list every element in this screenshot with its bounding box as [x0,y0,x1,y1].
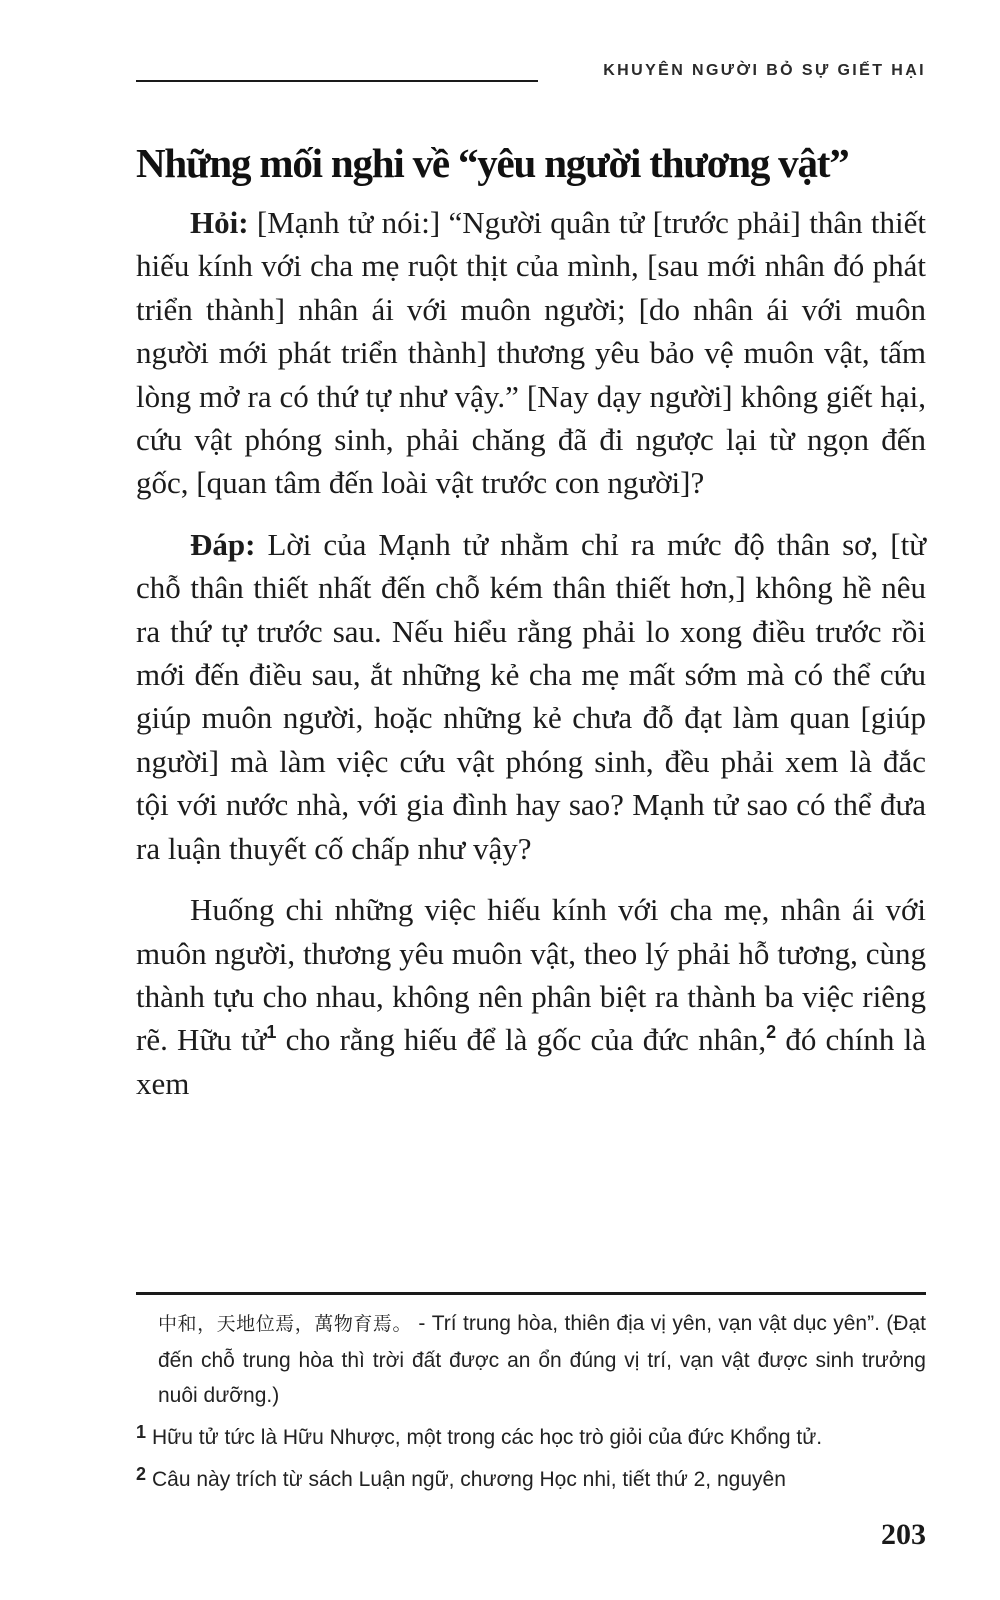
page-number: 203 [881,1518,926,1551]
footnote-continuation-text: - Trí trung hòa, thiên địa vị yên, vạn vật dục yên”. (Đạt đến chỗ trung hòa thì trời đất được an ổn đúng vị trí, vạn vật được sinh trưởng nuôi dưỡng.) [158,1312,926,1407]
section-title: Những mối nghi về “yêu người thương vật” [136,140,849,186]
footnote-1 [136,1414,926,1456]
chinese-quote: 中和，天地位焉，萬物育焉。 [158,1313,413,1335]
paragraph-text-part: đó chính là xem [136,1022,927,1101]
question-paragraph [136,201,926,505]
paragraph-text-part: Huống chi những việc hiếu kính với cha mẹ, nhân ái với muôn người, thương yêu muôn vật, theo lý phải hỗ tương, cùng thành tựu cho nhau, không nên phân biệt ra thành ba việc riêng rẽ. Hữu tử [136,892,926,1058]
running-title: KHUYÊN NGƯỜI BỎ SỰ GIẾT HẠI [603,62,926,79]
footnote-2 [136,1456,926,1498]
answer-label: Đáp: [190,526,256,562]
footnote-text: Câu này trích từ sách Luận ngữ, chương Học nhi, tiết thứ 2, nguyên [152,1467,786,1491]
answer-text: Lời của Mạnh tử nhằm chỉ ra mức độ thân sơ, [từ chỗ thân thiết nhất đến chỗ kém thân thiết hơn,] không hề nêu ra thứ tự trước sau. Nếu hiểu rằng phải lo xong điều trước rồi mới đến điều sau, ắt những kẻ cha mẹ mất sớm mà có thể cứu giúp muôn người, hoặc những kẻ chưa đỗ đạt làm quan [giúp người] mà làm việc cứu vật phóng sinh, đều phải xem là đắc tội với nước nhà, với gia đình hay sao? Mạnh tử sao có thể đưa ra luận thuyết cố chấp như vậy? [136,526,927,866]
question-text: [Mạnh tử nói:] “Người quân tử [trước phải] thân thiết hiếu kính với cha mẹ ruột thịt của mình, [sau mới nhân đó phát triển thành] nhân ái với muôn người; [do nhân ái với muôn người mới phát triển thành] thương yêu bảo vệ muôn vật, tấm lòng mở ra có thứ tự như vậy.” [Nay dạy người] không giết hại, cứu vật phóng sinh, phải chăng đã đi ngược lại từ ngọn đến gốc, [quan tâm đến loài vật trước con người]? [136,205,927,501]
footnote-number: 1 [136,1421,147,1442]
answer-paragraph [136,523,926,870]
question-label: Hỏi: [190,205,249,240]
body-text [136,201,926,1105]
paragraph-text-part: cho rằng hiếu để là gốc của đức nhân, [276,1022,767,1058]
footnotes [136,1306,926,1498]
footnote-ref-2[interactable]: 2 [766,1022,777,1043]
running-header [136,58,926,88]
footnote-text: Hữu tử tức là Hữu Nhược, một trong các học trò giỏi của đức Khổng tử. [152,1425,823,1449]
header-rule [136,80,538,82]
footnote-continuation [136,1306,926,1414]
footnote-ref-1[interactable]: 1 [266,1022,277,1043]
body-paragraph [136,888,926,1105]
footnote-number: 2 [136,1463,147,1484]
footnote-divider [136,1292,926,1295]
